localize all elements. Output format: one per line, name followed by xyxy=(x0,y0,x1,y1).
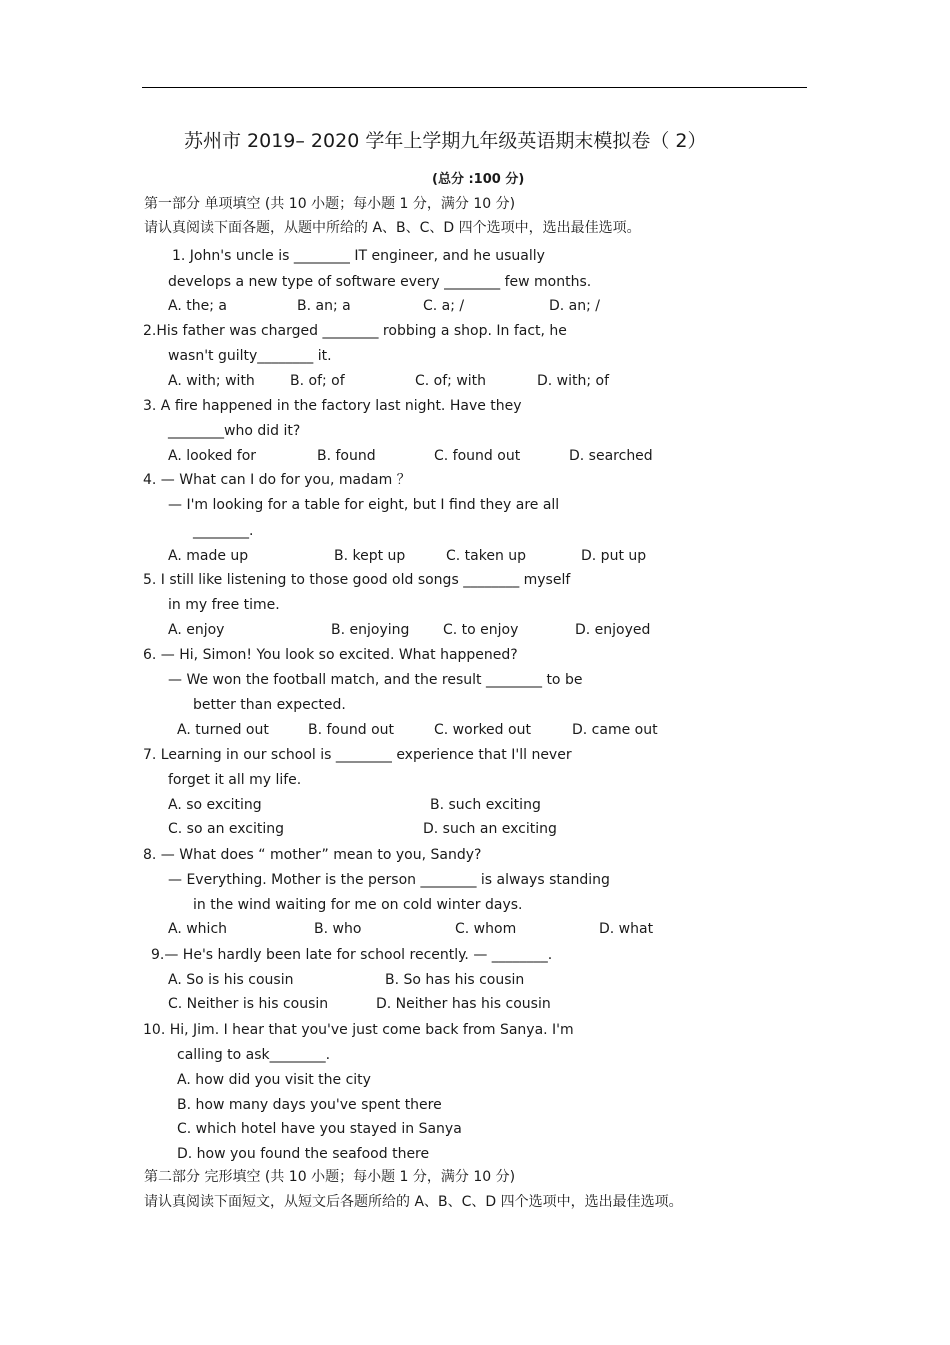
q9-option-d: D. Neither has his cousin xyxy=(376,996,551,1012)
q8-option-a: A. which xyxy=(168,921,228,937)
q8-option-c: C. whom xyxy=(455,921,517,937)
q1-option-a: A. the; a xyxy=(168,298,227,314)
q2-option-a: A. with; with xyxy=(168,373,255,389)
q5-stem-line2: in my free time. xyxy=(168,597,280,613)
q4-option-a: A. made up xyxy=(168,548,249,564)
total-score: (总分 :100 分) xyxy=(432,172,525,187)
document-title: 苏州市 2019– 2020 学年上学期九年级英语期末模拟卷（ 2） xyxy=(184,130,707,152)
q10-option-d: D. how you found the seafood there xyxy=(177,1146,430,1162)
q7-option-c: C. so an exciting xyxy=(168,821,285,837)
q5-option-a: A. enjoy xyxy=(168,622,225,638)
q8-option-b: B. who xyxy=(314,921,362,937)
q6-option-a: A. turned out xyxy=(177,722,269,738)
q7-option-a: A. so exciting xyxy=(168,797,262,813)
q5-option-c: C. to enjoy xyxy=(443,622,519,638)
q8-stem-line3: in the wind waiting for me on cold winter days. xyxy=(193,897,523,913)
q4-stem-line1: 4. — What can I do for you, madam ？ xyxy=(143,472,411,488)
q3-stem-line2: ________who did it? xyxy=(168,423,301,439)
q7-stem-line2: forget it all my life. xyxy=(168,772,302,788)
q5-stem-line1: 5. I still like listening to those good old songs ________ myself xyxy=(143,572,571,588)
q6-option-d: D. came out xyxy=(572,722,658,738)
q1-option-c: C. a; / xyxy=(423,298,465,314)
q7-stem-line1: 7. Learning in our school is ________ experience that I'll never xyxy=(143,747,572,763)
q2-stem-line2: wasn't guilty________ it. xyxy=(168,348,332,364)
q3-option-c: C. found out xyxy=(434,448,521,464)
part1-instruction: 请认真阅读下面各题，从题中所给的 A、B、C、D 四个选项中，选出最佳选项。 xyxy=(144,220,641,236)
q7-option-d: D. such an exciting xyxy=(423,821,557,837)
q6-option-b: B. found out xyxy=(308,722,395,738)
q1-stem-line2: develops a new type of software every ________ few months. xyxy=(168,274,592,290)
top-rule xyxy=(142,87,807,88)
q8-stem-line2: — Everything. Mother is the person ________ is always standing xyxy=(168,872,610,888)
q10-stem-line1: 10. Hi, Jim. I hear that you've just come back from Sanya. I'm xyxy=(143,1022,574,1038)
q8-option-d: D. what xyxy=(599,921,654,937)
q1-stem-line1: 1. John's uncle is ________ IT engineer, and he usually xyxy=(172,248,545,264)
q3-option-d: D. searched xyxy=(569,448,653,464)
q7-option-b: B. such exciting xyxy=(430,797,541,813)
part2-heading: 第二部分 完形填空 (共 10 小题；每小题 1 分，满分 10 分) xyxy=(144,1169,516,1185)
q4-stem-line2: — I'm looking for a table for eight, but I find they are all xyxy=(168,497,560,513)
q10-option-c: C. which hotel have you stayed in Sanya xyxy=(177,1121,462,1137)
q10-option-b: B. how many days you've spent there xyxy=(177,1097,442,1113)
q2-option-c: C. of; with xyxy=(415,373,487,389)
q9-stem-line1: 9.— He's hardly been late for school recently. — ________. xyxy=(151,947,553,963)
q1-option-b: B. an; a xyxy=(297,298,351,314)
part1-heading: 第一部分 单项填空 (共 10 小题；每小题 1 分，满分 10 分) xyxy=(144,196,516,212)
q5-option-b: B. enjoying xyxy=(331,622,410,638)
q6-stem-line2: — We won the football match, and the result ________ to be xyxy=(168,672,583,688)
q4-option-c: C. taken up xyxy=(446,548,527,564)
q9-option-a: A. So is his cousin xyxy=(168,972,294,988)
q8-stem-line1: 8. — What does “ mother” mean to you, Sandy? xyxy=(143,847,482,863)
q3-option-a: A. looked for xyxy=(168,448,257,464)
q4-stem-line3: ________. xyxy=(193,523,254,539)
q10-option-a: A. how did you visit the city xyxy=(177,1072,371,1088)
q6-stem-line1: 6. — Hi, Simon! You look so excited. What happened? xyxy=(143,647,518,663)
q3-stem-line1: 3. A fire happened in the factory last night. Have they xyxy=(143,398,522,414)
q3-option-b: B. found xyxy=(317,448,376,464)
q6-option-c: C. worked out xyxy=(434,722,531,738)
q5-option-d: D. enjoyed xyxy=(575,622,651,638)
q9-option-b: B. So has his cousin xyxy=(385,972,525,988)
q4-option-d: D. put up xyxy=(581,548,647,564)
q2-option-b: B. of; of xyxy=(290,373,345,389)
q9-option-c: C. Neither is his cousin xyxy=(168,996,329,1012)
part2-instruction: 请认真阅读下面短文，从短文后各题所给的 A、B、C、D 四个选项中，选出最佳选项。 xyxy=(144,1194,683,1210)
q6-stem-line3: better than expected. xyxy=(193,697,346,713)
q10-stem-line2: calling to ask________. xyxy=(177,1047,331,1063)
q2-option-d: D. with; of xyxy=(537,373,610,389)
q2-stem-line1: 2.His father was charged ________ robbing a shop. In fact, he xyxy=(143,323,567,339)
q4-option-b: B. kept up xyxy=(334,548,406,564)
q1-option-d: D. an; / xyxy=(549,298,601,314)
